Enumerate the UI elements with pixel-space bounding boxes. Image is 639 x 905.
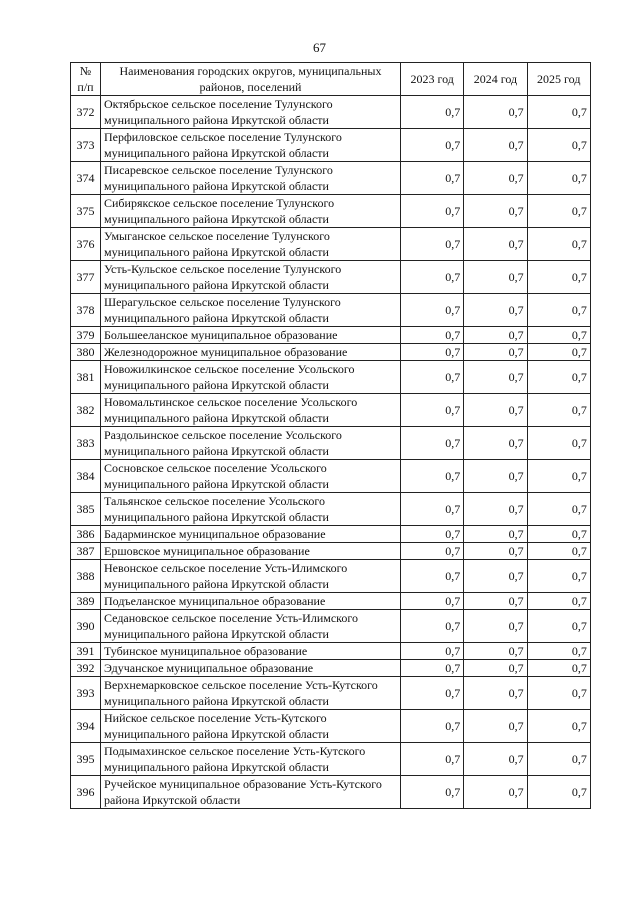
table-row bbox=[71, 327, 591, 344]
value-2023: 0,7 bbox=[401, 493, 464, 526]
value-2023: 0,7 bbox=[401, 344, 464, 361]
row-number: 372 bbox=[71, 96, 101, 129]
row-number: 374 bbox=[71, 162, 101, 195]
value-2023: 0,7 bbox=[401, 327, 464, 344]
value-2024: 0,7 bbox=[464, 96, 527, 129]
row-number: 379 bbox=[71, 327, 101, 344]
row-name: Перфиловское сельское поселение Тулунского муниципального района Иркутской области bbox=[101, 129, 401, 162]
row-number: 376 bbox=[71, 228, 101, 261]
value-2025: 0,7 bbox=[527, 493, 590, 526]
value-2023: 0,7 bbox=[401, 228, 464, 261]
header-2025: 2025 год bbox=[527, 63, 590, 96]
value-2025: 0,7 bbox=[527, 162, 590, 195]
value-2025: 0,7 bbox=[527, 677, 590, 710]
table-row bbox=[71, 677, 591, 710]
row-name: Железнодорожное муниципальное образование bbox=[101, 344, 401, 361]
row-number: 382 bbox=[71, 394, 101, 427]
header-name: Наименования городских округов, муниципальных районов, поселений bbox=[101, 63, 401, 96]
table-row bbox=[71, 361, 591, 394]
row-number: 373 bbox=[71, 129, 101, 162]
value-2025: 0,7 bbox=[527, 560, 590, 593]
table-row bbox=[71, 344, 591, 361]
header-2023: 2023 год bbox=[401, 63, 464, 96]
value-2025: 0,7 bbox=[527, 710, 590, 743]
row-number: 394 bbox=[71, 710, 101, 743]
row-number: 392 bbox=[71, 660, 101, 677]
row-number: 396 bbox=[71, 776, 101, 809]
table-row bbox=[71, 394, 591, 427]
value-2025: 0,7 bbox=[527, 361, 590, 394]
row-name: Сибирякское сельское поселение Тулунского муниципального района Иркутской области bbox=[101, 195, 401, 228]
value-2023: 0,7 bbox=[401, 460, 464, 493]
row-number: 388 bbox=[71, 560, 101, 593]
row-number: 383 bbox=[71, 427, 101, 460]
value-2024: 0,7 bbox=[464, 228, 527, 261]
row-name: Подъеланское муниципальное образование bbox=[101, 593, 401, 610]
value-2025: 0,7 bbox=[527, 610, 590, 643]
row-name: Сосновское сельское поселение Усольского муниципального района Иркутской области bbox=[101, 460, 401, 493]
row-name: Умыганское сельское поселение Тулунского муниципального района Иркутской области bbox=[101, 228, 401, 261]
value-2024: 0,7 bbox=[464, 643, 527, 660]
row-name: Новожилкинское сельское поселение Усольского муниципального района Иркутской области bbox=[101, 361, 401, 394]
row-number: 381 bbox=[71, 361, 101, 394]
table-row bbox=[71, 543, 591, 560]
header-num: № п/п bbox=[71, 63, 101, 96]
value-2024: 0,7 bbox=[464, 543, 527, 560]
table-row bbox=[71, 526, 591, 543]
value-2024: 0,7 bbox=[464, 427, 527, 460]
table-row bbox=[71, 710, 591, 743]
row-number: 375 bbox=[71, 195, 101, 228]
row-name: Тубинское муниципальное образование bbox=[101, 643, 401, 660]
table-header-row bbox=[71, 63, 591, 96]
value-2025: 0,7 bbox=[527, 327, 590, 344]
row-number: 385 bbox=[71, 493, 101, 526]
value-2024: 0,7 bbox=[464, 129, 527, 162]
value-2023: 0,7 bbox=[401, 394, 464, 427]
row-name: Ершовское муниципальное образование bbox=[101, 543, 401, 560]
value-2024: 0,7 bbox=[464, 394, 527, 427]
value-2025: 0,7 bbox=[527, 344, 590, 361]
table-row bbox=[71, 776, 591, 809]
row-number: 393 bbox=[71, 677, 101, 710]
row-name: Ручейское муниципальное образование Усть-Кутского района Иркутской области bbox=[101, 776, 401, 809]
table-row bbox=[71, 162, 591, 195]
value-2024: 0,7 bbox=[464, 660, 527, 677]
table-row bbox=[71, 610, 591, 643]
table-row bbox=[71, 427, 591, 460]
value-2023: 0,7 bbox=[401, 261, 464, 294]
row-name: Писаревское сельское поселение Тулунского муниципального района Иркутской области bbox=[101, 162, 401, 195]
value-2025: 0,7 bbox=[527, 660, 590, 677]
row-number: 378 bbox=[71, 294, 101, 327]
row-name: Эдучанское муниципальное образование bbox=[101, 660, 401, 677]
value-2023: 0,7 bbox=[401, 610, 464, 643]
row-number: 377 bbox=[71, 261, 101, 294]
row-number: 391 bbox=[71, 643, 101, 660]
value-2023: 0,7 bbox=[401, 526, 464, 543]
value-2025: 0,7 bbox=[527, 643, 590, 660]
row-name: Раздольинское сельское поселение Усольского муниципального района Иркутской области bbox=[101, 427, 401, 460]
value-2025: 0,7 bbox=[527, 776, 590, 809]
row-name: Седановское сельское поселение Усть-Илимского муниципального района Иркутской области bbox=[101, 610, 401, 643]
value-2023: 0,7 bbox=[401, 361, 464, 394]
value-2023: 0,7 bbox=[401, 677, 464, 710]
value-2023: 0,7 bbox=[401, 710, 464, 743]
value-2025: 0,7 bbox=[527, 460, 590, 493]
table-row bbox=[71, 294, 591, 327]
value-2025: 0,7 bbox=[527, 96, 590, 129]
value-2023: 0,7 bbox=[401, 162, 464, 195]
table-row bbox=[71, 660, 591, 677]
row-number: 386 bbox=[71, 526, 101, 543]
value-2024: 0,7 bbox=[464, 261, 527, 294]
row-name: Усть-Кульское сельское поселение Тулунского муниципального района Иркутской области bbox=[101, 261, 401, 294]
table-body bbox=[71, 96, 591, 809]
value-2025: 0,7 bbox=[527, 743, 590, 776]
row-name: Октябрьское сельское поселение Тулунского муниципального района Иркутской области bbox=[101, 96, 401, 129]
table-row bbox=[71, 560, 591, 593]
value-2024: 0,7 bbox=[464, 195, 527, 228]
value-2023: 0,7 bbox=[401, 195, 464, 228]
row-name: Подымахинское сельское поселение Усть-Кутского муниципального района Иркутской области bbox=[101, 743, 401, 776]
row-number: 384 bbox=[71, 460, 101, 493]
value-2025: 0,7 bbox=[527, 543, 590, 560]
page-number: 67 bbox=[313, 40, 326, 55]
value-2023: 0,7 bbox=[401, 743, 464, 776]
row-number: 387 bbox=[71, 543, 101, 560]
value-2023: 0,7 bbox=[401, 543, 464, 560]
value-2025: 0,7 bbox=[527, 228, 590, 261]
value-2023: 0,7 bbox=[401, 294, 464, 327]
value-2025: 0,7 bbox=[527, 526, 590, 543]
value-2024: 0,7 bbox=[464, 776, 527, 809]
value-2024: 0,7 bbox=[464, 344, 527, 361]
row-number: 389 bbox=[71, 593, 101, 610]
value-2024: 0,7 bbox=[464, 361, 527, 394]
header-2024: 2024 год bbox=[464, 63, 527, 96]
value-2024: 0,7 bbox=[464, 162, 527, 195]
value-2023: 0,7 bbox=[401, 129, 464, 162]
row-name: Невонское сельское поселение Усть-Илимского муниципального района Иркутской области bbox=[101, 560, 401, 593]
row-number: 380 bbox=[71, 344, 101, 361]
table-row bbox=[71, 96, 591, 129]
value-2025: 0,7 bbox=[527, 195, 590, 228]
value-2023: 0,7 bbox=[401, 643, 464, 660]
value-2025: 0,7 bbox=[527, 394, 590, 427]
table-row bbox=[71, 129, 591, 162]
value-2024: 0,7 bbox=[464, 560, 527, 593]
value-2024: 0,7 bbox=[464, 493, 527, 526]
table-row bbox=[71, 460, 591, 493]
value-2024: 0,7 bbox=[464, 677, 527, 710]
row-name: Верхнемарковское сельское поселение Усть-Кутского муниципального района Иркутской области bbox=[101, 677, 401, 710]
value-2024: 0,7 bbox=[464, 294, 527, 327]
table-row bbox=[71, 493, 591, 526]
table-row bbox=[71, 228, 591, 261]
value-2025: 0,7 bbox=[527, 129, 590, 162]
row-number: 395 bbox=[71, 743, 101, 776]
table-row bbox=[71, 743, 591, 776]
municipal-table bbox=[70, 62, 591, 809]
row-name: Бадарминское муниципальное образование bbox=[101, 526, 401, 543]
table-row bbox=[71, 593, 591, 610]
value-2025: 0,7 bbox=[527, 294, 590, 327]
table-row bbox=[71, 643, 591, 660]
value-2024: 0,7 bbox=[464, 593, 527, 610]
value-2024: 0,7 bbox=[464, 460, 527, 493]
row-name: Большееланское муниципальное образование bbox=[101, 327, 401, 344]
value-2025: 0,7 bbox=[527, 261, 590, 294]
value-2025: 0,7 bbox=[527, 593, 590, 610]
row-name: Новомальтинское сельское поселение Усольского муниципального района Иркутской области bbox=[101, 394, 401, 427]
value-2023: 0,7 bbox=[401, 427, 464, 460]
row-number: 390 bbox=[71, 610, 101, 643]
value-2024: 0,7 bbox=[464, 710, 527, 743]
value-2023: 0,7 bbox=[401, 660, 464, 677]
value-2024: 0,7 bbox=[464, 610, 527, 643]
value-2024: 0,7 bbox=[464, 526, 527, 543]
row-name: Тальянское сельское поселение Усольского муниципального района Иркутской области bbox=[101, 493, 401, 526]
value-2025: 0,7 bbox=[527, 427, 590, 460]
value-2023: 0,7 bbox=[401, 593, 464, 610]
row-name: Нийское сельское поселение Усть-Кутского муниципального района Иркутской области bbox=[101, 710, 401, 743]
row-name: Шерагульское сельское поселение Тулунского муниципального района Иркутской области bbox=[101, 294, 401, 327]
value-2023: 0,7 bbox=[401, 96, 464, 129]
value-2024: 0,7 bbox=[464, 327, 527, 344]
value-2024: 0,7 bbox=[464, 743, 527, 776]
table-row bbox=[71, 195, 591, 228]
value-2023: 0,7 bbox=[401, 776, 464, 809]
value-2023: 0,7 bbox=[401, 560, 464, 593]
table-row bbox=[71, 261, 591, 294]
